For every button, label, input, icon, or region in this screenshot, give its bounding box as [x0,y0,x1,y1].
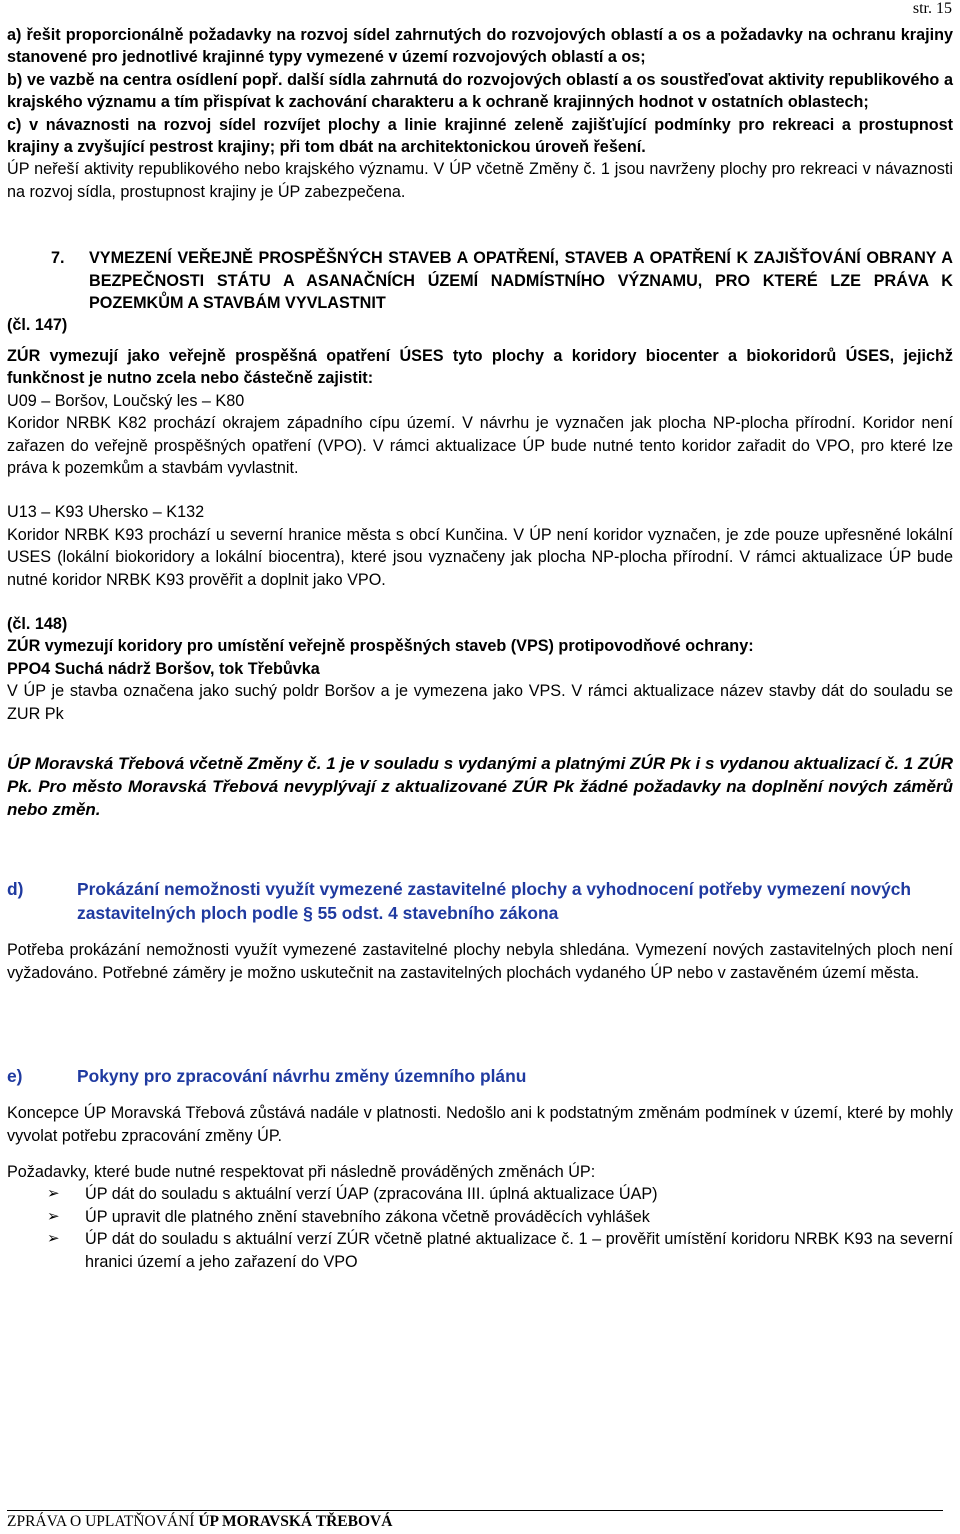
arrow-bullet-icon: ➢ [47,1185,60,1203]
cl147-intro: ZÚR vymezují jako veřejně prospěšná opatření ÚSES tyto plochy a koridory biocenter a biokoridorů ÚSES, jejichž funkčnost je nutno zcela nebo částečně zajistit: [7,346,953,388]
paragraph-c: c) v návaznosti na rozvoj sídel rozvíjet plochy a linie krajinné zeleně zajišťující podmínky pro rekreaci a prostupnost krajiny a zvyšující pestrost krajiny; při tom dbát na architektonickou úroveň řešení. [7,115,953,157]
paragraph-a: a) řešit proporcionálně požadavky na rozvoj sídel zahrnutých do rozvojových oblastí a os a požadavky na ochranu krajiny stanovené pro jednotlivé krajinné typy vymezené v území rozvojových oblastí a os; [7,26,953,67]
section-e-letter: e) [7,1066,23,1087]
arrow-bullet-icon: ➢ [47,1230,60,1248]
section-e-text-2: Požadavky, které bude nutné respektovat při následně prováděných změnách ÚP: [7,1162,596,1181]
document-body [7,24,953,1273]
section-7-title: VYMEZENÍ VEŘEJNĚ PROSPĚŠNÝCH STAVEB A OPATŘENÍ, STAVEB A OPATŘENÍ K ZAJIŠŤOVÁNÍ OBRANY A BEZPEČNOSTI STÁTU A ASANAČNÍCH ÚZEMÍ NADMÍSTNÍHO VÝZNAMU, PRO KTERÉ LZE PRÁVA K POZEMKŮM A STAVBÁM VYVLASTNIT [89,249,953,313]
footer-plan-name: ÚP MORAVSKÁ TŘEBOVÁ [198,1513,393,1530]
list-item: ➢ ÚP upravit dle platného znění stavebního zákona včetně prováděcích vyhlášek [7,1206,953,1228]
cl147-label: (čl. 147) [7,316,68,335]
section-e-text-1: Koncepce ÚP Moravská Třebová zůstává nadále v platnosti. Nedošlo ani k podstatným změnám podmínek v území, které by mohly vyvolat potřebu zpracování změny ÚP. [7,1104,953,1145]
section-e-title: Pokyny pro zpracování návrhu změny územního plánu [77,1066,527,1087]
section-d-title: Prokázání nemožnosti využít vymezené zastavitelné plochy a vyhodnocení potřeby vymezení nových zastavitelných ploch podle § 55 odst. 4 stavebního zákona [77,879,912,924]
paragraph-up-response: ÚP neřeší aktivity republikového nebo krajského významu. V ÚP včetně Změny č. 1 jsou navrženy plochy pro rekreaci v návaznosti na rozvoj sídla, prostupnost krajiny je ÚP zabezpečena. [7,160,953,201]
cl148-label: (čl. 148) [7,614,68,633]
section-e-heading [7,1064,953,1088]
cl148-intro: ZÚR vymezují koridory pro umístění veřejně prospěšných staveb (VPS) protipovodňové ochrany: [7,637,754,656]
section-7-heading [51,247,953,314]
section-d-letter: d) [7,879,24,900]
conclusion-text: ÚP Moravská Třebová včetně Změny č. 1 je v souladu s vydanými a platnými ZÚR Pk i s vydanou aktualizací č. 1 ZÚR Pk. Pro město Moravská Třebová nevyplývají z aktualizované ZÚR Pk žádné požadavky na doplnění nových záměrů nebo změn. [7,753,953,819]
paragraph-b: b) ve vazbě na centra osídlení popř. další sídla zahrnutá do rozvojových oblastí a os soustřeďovat aktivity republikového a krajského významu a tím přispívat k zachování charakteru a k ochraně krajinných hodnot v ostatních oblastech; [7,70,953,112]
u13-title: U13 – K93 Uhersko – K132 [7,503,205,522]
cl148-text: V ÚP je stavba označena jako suchý poldr Boršov a je vymezena jako VPS. V rámci aktualizace název stavby dát do souladu se ZUR Pk [7,682,953,723]
section-d-text: Potřeba prokázání nemožnosti využít vymezené zastavitelné plochy nebyla shledána. Vymezení nových zastavitelných ploch není vyžadováno. Potřebné záměry je možno uskutečnit na zastavitelných plochách vydaného ÚP nebo v zastavěném území města. [7,941,953,982]
footer-divider [7,1510,943,1511]
u09-title: U09 – Boršov, Loučský les – K80 [7,391,245,410]
page-number: str. 15 [912,0,952,17]
conclusion-block [7,753,953,821]
footer-prefix: ZPRÁVA O UPLATŇOVÁNÍ [7,1513,199,1530]
arrow-bullet-icon: ➢ [47,1207,60,1225]
u09-text: Koridor NRBK K82 prochází okrajem západního cípu území. V návrhu je vyznačen jak plocha NP-plocha přírodní. Koridor není zařazen do veřejně prospěšných opatření (VPO). V rámci aktualizace ÚP bude nutné tento koridor zařadit do VPO, pro které lze práva k pozemkům a stavbám vyvlastnit. [7,414,953,477]
u13-text: Koridor NRBK K93 prochází u severní hranice města s obcí Kunčina. V ÚP není koridor vyznačen, je zde pouze upřesněné lokální USES (lokální biokoridory a lokální biocentra), které jsou vyznačeny jak plocha NP-plocha přírodní. V rámci aktualizace ÚP bude nutné koridor NRBK K93 prověřit a doplnit jako VPO. [7,525,953,589]
section-7-number: 7. [51,249,65,268]
section-d-heading [7,877,953,925]
ppo4-title: PPO4 Suchá nádrž Boršov, tok Třebůvka [7,659,320,678]
list-item: ➢ ÚP dát do souladu s aktuální verzí ÚAP (zpracována III. úplná aktualizace ÚAP) [7,1183,953,1205]
footer [7,1513,392,1531]
requirements-list [7,1183,953,1273]
list-item: ➢ ÚP dát do souladu s aktuální verzí ZÚR včetně platné aktualizace č. 1 – prověřit umístění koridoru NRBK K93 na severní hranici území a jeho zařazení do VPO [47,1230,953,1271]
